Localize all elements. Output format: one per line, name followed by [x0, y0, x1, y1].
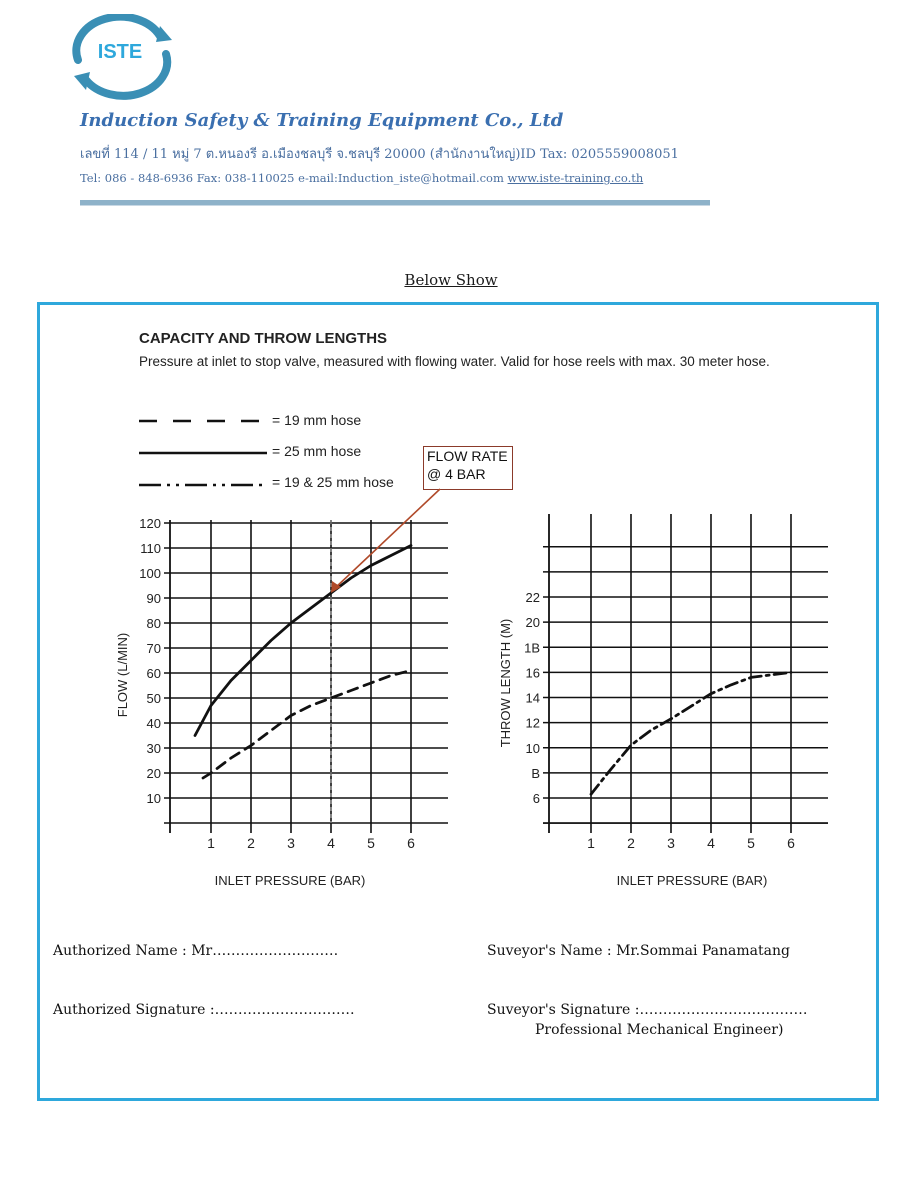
flow-y-tick-label: 80: [146, 616, 161, 631]
flow-y-axis-label: FLOW (L/MIN): [115, 632, 130, 718]
throw-x-tick-label: 1: [587, 835, 595, 851]
flow-y-tick-label: 30: [146, 741, 161, 756]
throw-y-axis-label: THROW LENGTH (M): [498, 618, 513, 748]
flow-x-tick-label: 2: [247, 835, 255, 851]
logo-text: ISTE: [97, 41, 143, 63]
flow-x-tick-label: 1: [207, 835, 215, 851]
flow-y-tick-label: 100: [139, 566, 161, 581]
throw-x-tick-label: 3: [667, 835, 675, 851]
surveyor-name: Suveyor's Name : Mr.Sommai Panamatang: [487, 943, 790, 959]
callout-arrow-line: [334, 489, 440, 589]
surveyor-signature: Suveyor's Signature :………………………………: [487, 1002, 808, 1018]
flow-y-tick-label: 40: [146, 716, 161, 731]
flow-y-tick-label: 60: [146, 666, 161, 681]
flow-y-tick-label: 20: [146, 766, 161, 781]
figure-title: CAPACITY AND THROW LENGTHS: [139, 330, 388, 347]
throw-y-tick-label: 20: [525, 615, 540, 631]
throw-x-axis-label: INLET PRESSURE (BAR): [616, 873, 768, 888]
legend-label-combined: = 19 & 25 mm hose: [272, 474, 394, 490]
throw-y-tick-label: B: [531, 765, 540, 781]
callout-line-1: FLOW RATE: [427, 448, 508, 464]
website-link[interactable]: www.iste-training.co.th: [507, 171, 644, 185]
throw-y-tick-label: 14: [525, 690, 540, 706]
figure-subtitle: Pressure at inlet to stop valve, measured with flowing water. Valid for hose reels with max. 30 meter hose.: [139, 354, 770, 369]
flow-series-19mm-line: [203, 671, 411, 779]
throw-y-tick-label: 10: [525, 740, 540, 756]
authorized-name: Authorized Name : Mr………………………: [53, 943, 339, 959]
throw-y-tick-label: 22: [525, 590, 540, 605]
legend-label-19mm: = 19 mm hose: [272, 412, 362, 428]
flow-y-tick-label: 10: [146, 791, 161, 806]
throw-x-tick-label: 4: [707, 835, 715, 851]
throw-x-tick-label: 6: [787, 835, 795, 851]
flow-y-tick-label: 90: [146, 591, 161, 606]
flow-x-tick-label: 6: [407, 835, 415, 851]
throw-x-tick-label: 2: [627, 835, 635, 851]
flow-x-tick-label: 3: [287, 835, 295, 851]
flow-x-tick-label: 4: [327, 835, 335, 851]
authorized-signature: Authorized Signature :…………………………: [53, 1002, 355, 1018]
surveyor-title: Professional Mechanical Engineer): [535, 1022, 784, 1038]
company-name: Induction Safety & Training Equipment Co., Ltd: [80, 110, 564, 131]
flow-y-tick-label: 70: [146, 641, 161, 656]
flow-x-axis-label: INLET PRESSURE (BAR): [214, 873, 366, 888]
flow-y-tick-label: 50: [146, 691, 161, 706]
throw-y-tick-label: 6: [532, 791, 540, 806]
flow-x-tick-label: 5: [367, 835, 375, 851]
section-title: Below Show: [404, 271, 498, 289]
callout-line-2: @ 4 BAR: [427, 466, 486, 482]
flow-series-25mm-line: [195, 546, 411, 736]
throw-x-tick-label: 5: [747, 835, 755, 851]
flow-y-tick-label: 120: [139, 516, 161, 531]
throw-y-tick-label: 1B: [524, 640, 540, 656]
legend-label-25mm: = 25 mm hose: [272, 443, 362, 459]
throw-y-tick-label: 16: [525, 665, 540, 681]
throw-y-tick-label: 12: [525, 715, 540, 731]
contact-details: Tel: 086 - 848-6936 Fax: 038-110025 e-mail:Induction_iste@hotmail.com: [80, 171, 504, 185]
throw-series-19-25mm-line: [591, 672, 791, 794]
flow-y-tick-label: 110: [140, 541, 161, 556]
company-address: เลขที่ 114 / 11 หมู่ 7 ต.หนองรี อ.เมืองชลบุรี จ.ชลบุรี 20000 (สำนักงานใหญ่)ID Tax: 0205559008051: [80, 147, 679, 162]
